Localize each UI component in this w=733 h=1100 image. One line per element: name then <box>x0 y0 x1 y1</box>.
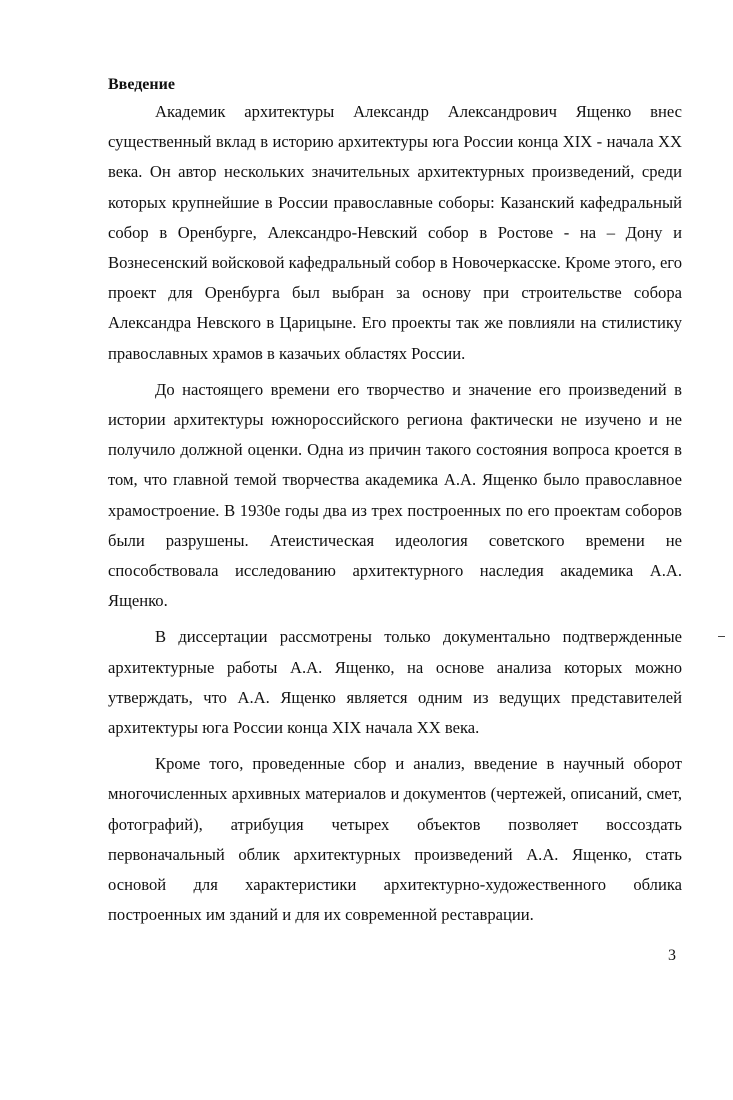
paragraph-1: Академик архитектуры Александр Александрович Ященко внес существенный вклад в историю архитектуры юга России конца XIX - начала XX века. Он автор нескольких значительных архитектурных произведений, среди которых крупнейшие в России православные соборы: Казанский кафедральный собор в Оренбурге, Александро-Невский собор в Ростове - на – Дону и Вознесенский войсковой кафедральный собор в Новочеркасске. Кроме этого, его проект для Оренбурга был выбран за основу при строительстве собора Александра Невского в Царицыне. Его проекты так же повлияли на стилистику православных храмов в казачьих областях России. <box>108 102 682 363</box>
section-heading: Введение <box>108 76 175 93</box>
scan-edge-mark <box>718 636 725 637</box>
paragraph-2: До настоящего времени его творчество и значение его произведений в истории архитектуры южнороссийского региона фактически не изучено и не получило должной оценки. Одна из причин такого состояния вопроса кроется в том, что главной темой творчества академика А.А. Ященко было православное храмостроение. В 1930е годы два из трех построенных по его проектам соборов были разрушены. Атеистическая идеология советского времени не способствовала исследованию архитектурного наследия академика А.А. Ященко. <box>108 379 682 611</box>
paragraph-4: Кроме того, проведенные сбор и анализ, введение в научный оборот многочисленных архивных материалов и документов (чертежей, описаний, смет, фотографий), атрибуция четырех объектов позволяет воссоздать первоначальный облик архитектурных произведений А.А. Ященко, стать основой для характеристики архитектурно-художественного облика построенных им зданий и для их современной реставрации. <box>108 754 682 925</box>
page-content <box>108 73 682 930</box>
paragraph-3: В диссертации рассмотрены только документально подтвержденные архитектурные работы А.А. Ященко, на основе анализа которых можно утверждать, что А.А. Ященко является одним из ведущих представителей архитектуры юга России конца XIX начала XX века. <box>108 627 682 738</box>
page-number: 3 <box>668 947 676 964</box>
